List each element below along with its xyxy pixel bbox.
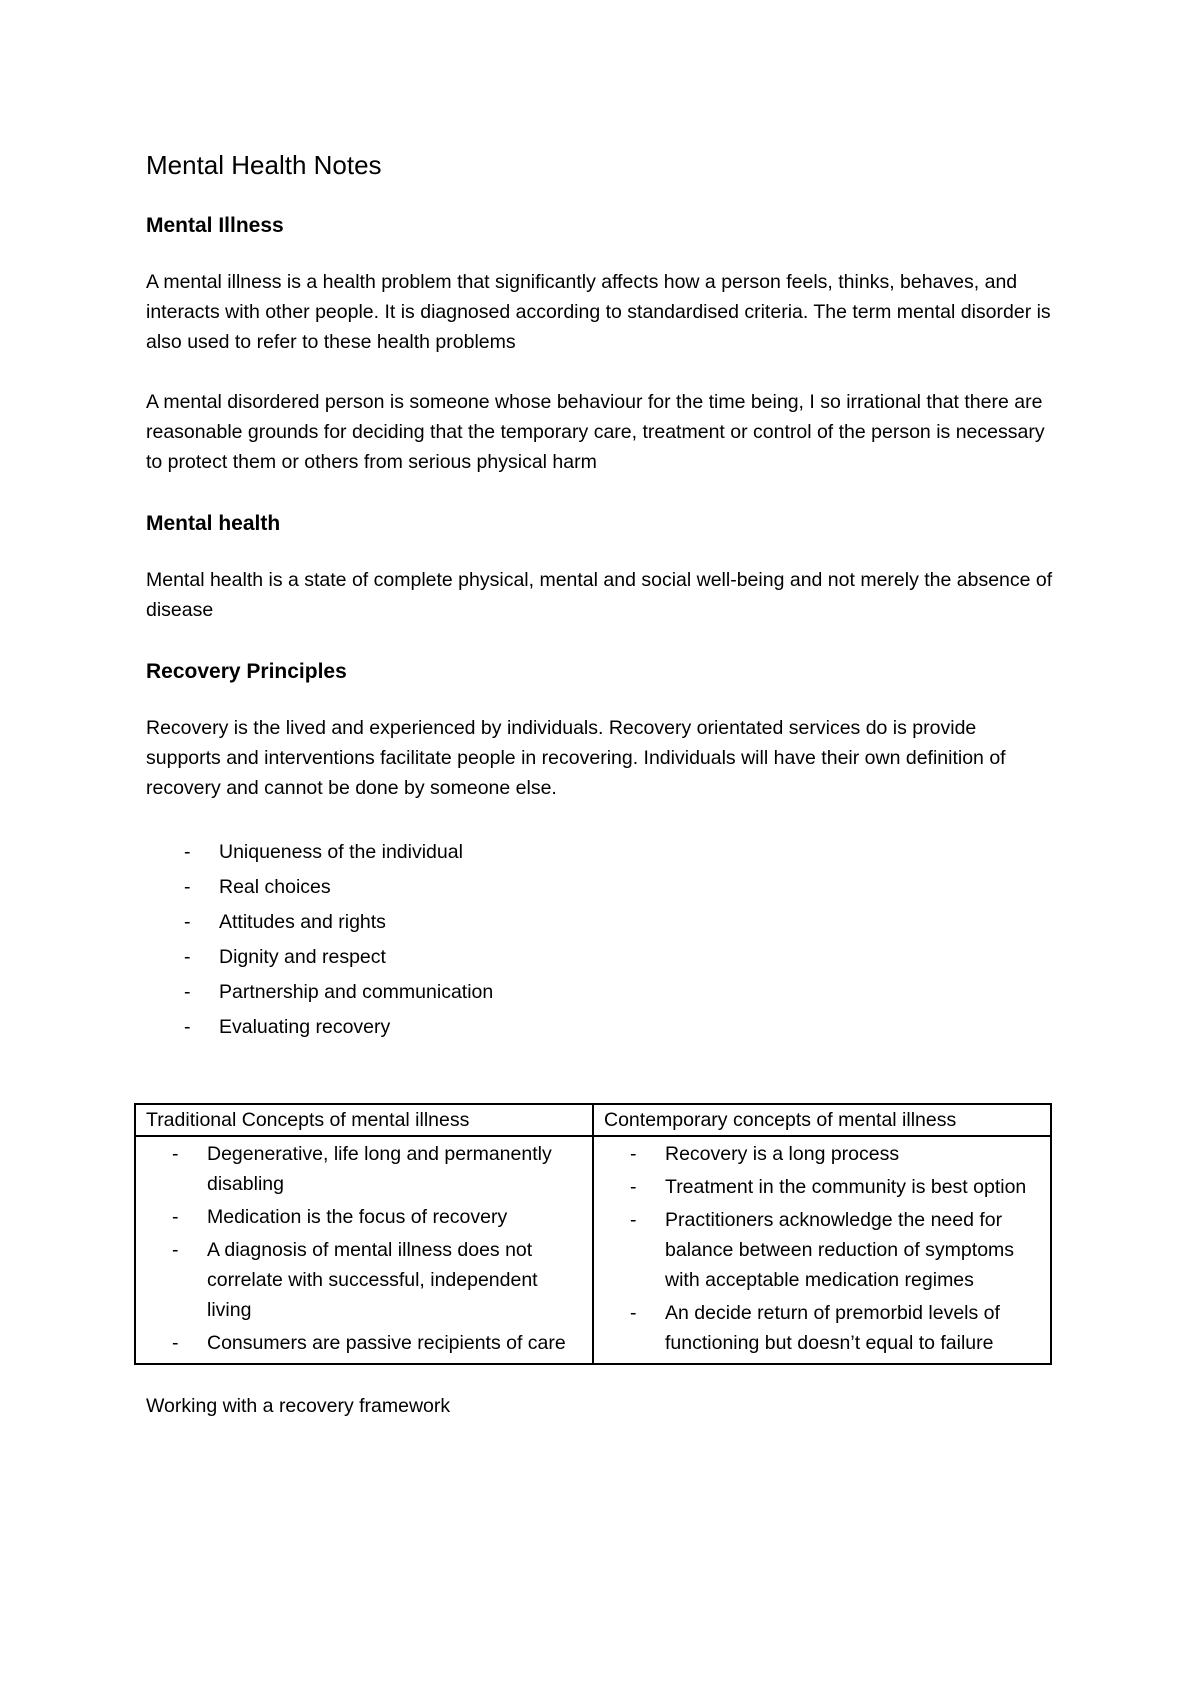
heading-mental-illness: Mental Illness (146, 214, 284, 237)
traditional-concepts-cell (135, 1136, 593, 1364)
list-item-text: Attitudes and rights (219, 911, 386, 933)
bullet-dash: - (184, 911, 191, 933)
list-item (146, 905, 1056, 940)
paragraph-mental-disordered-person: A mental disordered person is someone whose behaviour for the time being, I so irrational that there are reasonable grounds for deciding that the temporary care, treatment or control of the person is necessary to protect them or others from serious physical harm (146, 391, 1045, 473)
document-page (146, 148, 1056, 1421)
list-item-text: Evaluating recovery (219, 1016, 391, 1038)
list-item (146, 1139, 582, 1199)
list-item (604, 1298, 1040, 1358)
list-item-text: Treatment in the community is best option (665, 1176, 1027, 1198)
list-item-text: Recovery is a long process (665, 1143, 900, 1165)
contemporary-concepts-cell (593, 1136, 1051, 1364)
list-item-text: Degenerative, life long and permanently disabling (207, 1143, 552, 1195)
paragraph-mental-illness-definition: A mental illness is a health problem that significantly affects how a person feels, thinks, behaves, and interacts with other people. It is diagnosed according to standardised criteria. The term mental disorder is also used to refer to these health problems (146, 271, 1051, 353)
list-item (604, 1172, 1040, 1202)
list-item (146, 940, 1056, 975)
list-item-text: Consumers are passive recipients of care (207, 1332, 566, 1354)
heading-recovery-principles: Recovery Principles (146, 660, 347, 683)
heading-mental-health: Mental health (146, 512, 281, 535)
list-item-text: An decide return of premorbid levels of functioning but doesn’t equal to failure (665, 1302, 1000, 1354)
document-title: Mental Health Notes (146, 150, 382, 180)
paragraph-recovery-framework: Working with a recovery framework (146, 1395, 451, 1417)
bullet-dash: - (184, 946, 191, 968)
list-item (604, 1205, 1040, 1295)
list-item-text: Medication is the focus of recovery (207, 1206, 508, 1228)
list-item (146, 975, 1056, 1010)
list-item-text: Practitioners acknowledge the need for balance between reduction of symptoms with acceptable medication regimes (665, 1209, 1015, 1291)
table-row (135, 1136, 1051, 1364)
concepts-comparison-table (134, 1103, 1052, 1365)
header-contemporary-concepts: Contemporary concepts of mental illness (593, 1104, 1051, 1136)
bullet-dash: - (172, 1332, 179, 1354)
paragraph-recovery-description: Recovery is the lived and experienced by individuals. Recovery orientated services do is provide supports and interventions facilitate people in recovering. Individuals will have their own definition of recovery and cannot be done by someone else. (146, 717, 1006, 799)
recovery-principles-list (146, 835, 1056, 1045)
list-item-text: A diagnosis of mental illness does not correlate with successful, independent living (207, 1239, 538, 1321)
bullet-dash: - (630, 1176, 637, 1198)
contemporary-concepts-list (604, 1139, 1040, 1358)
bullet-dash: - (184, 981, 191, 1003)
list-item (146, 1010, 1056, 1045)
list-item (146, 870, 1056, 905)
bullet-dash: - (184, 841, 191, 863)
list-item (604, 1139, 1040, 1169)
paragraph-mental-health-definition: Mental health is a state of complete physical, mental and social well-being and not merely the absence of disease (146, 569, 1053, 621)
list-item-text: Real choices (219, 876, 331, 898)
bullet-dash: - (184, 1016, 191, 1038)
list-item-text: Dignity and respect (219, 946, 386, 968)
bullet-dash: - (184, 876, 191, 898)
list-item (146, 1328, 582, 1358)
list-item (146, 835, 1056, 870)
table-header-row (135, 1104, 1051, 1136)
bullet-dash: - (630, 1302, 637, 1324)
bullet-dash: - (172, 1239, 179, 1261)
list-item-text: Uniqueness of the individual (219, 841, 463, 863)
header-traditional-concepts: Traditional Concepts of mental illness (135, 1104, 593, 1136)
bullet-dash: - (172, 1143, 179, 1165)
list-item (146, 1235, 582, 1325)
list-item-text: Partnership and communication (219, 981, 494, 1003)
traditional-concepts-list (146, 1139, 582, 1358)
bullet-dash: - (172, 1206, 179, 1228)
list-item (146, 1202, 582, 1232)
bullet-dash: - (630, 1209, 637, 1231)
bullet-dash: - (630, 1143, 637, 1165)
